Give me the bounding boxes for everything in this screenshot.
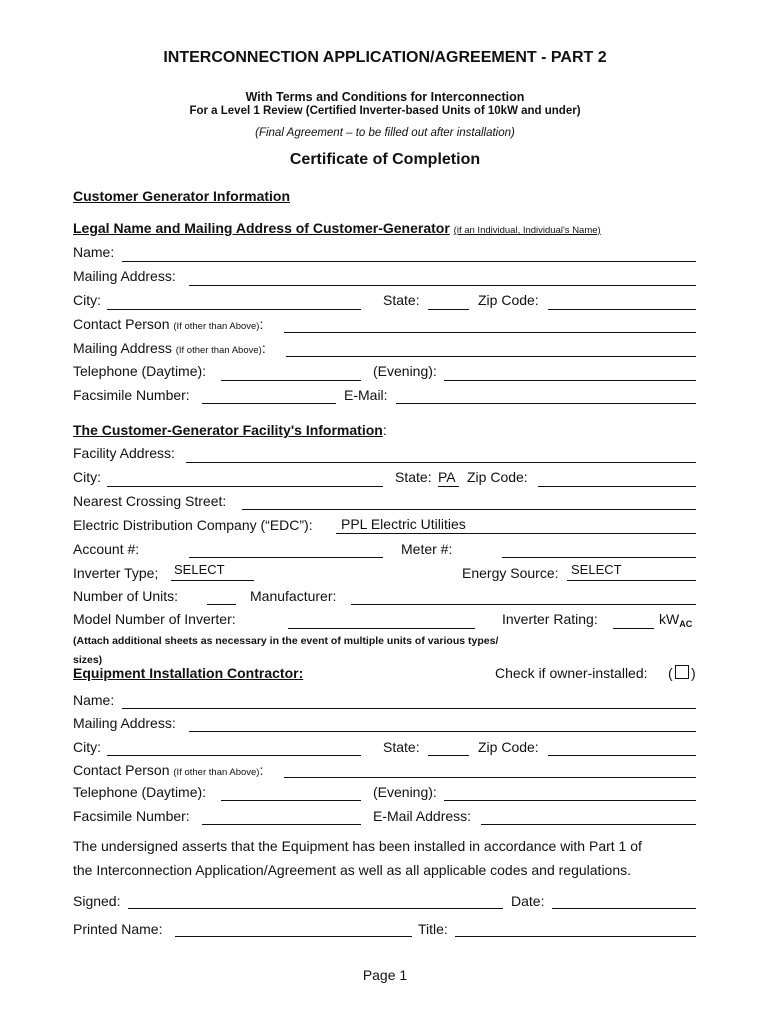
inverter-type-label: Inverter Type; xyxy=(73,565,159,581)
customer-city-field[interactable] xyxy=(107,309,361,310)
title-label: Title: xyxy=(418,921,448,937)
contractor-fax-field[interactable] xyxy=(202,824,361,825)
contractor-contact-colon: : xyxy=(259,762,264,778)
energy-source-select[interactable]: SELECT xyxy=(571,562,622,577)
contractor-contact-text: Contact Person xyxy=(73,762,170,778)
assertion-line1: The undersigned asserts that the Equipment has been installed in accordance with Part 1 of xyxy=(73,838,642,854)
contractor-evening-label: (Evening): xyxy=(373,784,437,800)
assertion-line2: the Interconnection Application/Agreement as well as all applicable codes and regulations. xyxy=(73,862,632,878)
facility-city-field[interactable] xyxy=(107,486,383,487)
rating-unit-ac: AC xyxy=(679,619,693,629)
contractor-city-field[interactable] xyxy=(107,755,361,756)
facility-heading-text: The Customer-Generator Facility's Information xyxy=(73,422,383,438)
contact-colon: : xyxy=(259,316,264,332)
owner-paren-close: ) xyxy=(691,665,696,681)
facility-heading xyxy=(73,422,387,438)
model-field[interactable] xyxy=(288,628,475,629)
signed-field[interactable] xyxy=(128,908,503,909)
edc-field xyxy=(336,533,696,534)
facility-city-label: City: xyxy=(73,469,101,485)
contractor-state-field[interactable] xyxy=(428,755,469,756)
review-level: For a Level 1 Review (Certified Inverter-based Units of 10kW and under) xyxy=(189,105,581,117)
energy-source-label: Energy Source: xyxy=(462,565,559,581)
contractor-contact-field[interactable] xyxy=(284,777,696,778)
legal-heading-text: Legal Name and Mailing Address of Customer-Generator xyxy=(73,220,450,236)
printed-name-label: Printed Name: xyxy=(73,921,163,937)
contractor-name-label: Name: xyxy=(73,692,115,708)
contractor-mailing-label: Mailing Address: xyxy=(73,715,176,731)
model-label: Model Number of Inverter: xyxy=(73,611,236,627)
manufacturer-field[interactable] xyxy=(351,604,696,605)
crossing-street-field[interactable] xyxy=(242,509,696,510)
contact-note: (If other than Above) xyxy=(173,321,260,332)
title-field[interactable] xyxy=(455,936,696,937)
contractor-contact-note: (If other than Above) xyxy=(173,767,260,778)
contractor-contact-label xyxy=(73,762,263,781)
customer-contact-field[interactable] xyxy=(284,332,696,333)
contractor-telephone-field[interactable] xyxy=(221,800,361,801)
customer-evening-label: (Evening): xyxy=(373,363,437,379)
contractor-city-label: City: xyxy=(73,739,101,755)
owner-paren-open: ( xyxy=(668,665,673,681)
contractor-email-label: E-Mail Address: xyxy=(373,808,472,824)
document-title: INTERCONNECTION APPLICATION/AGREEMENT - PART 2 xyxy=(163,49,607,66)
facility-address-field[interactable] xyxy=(186,462,696,463)
facility-state-underline xyxy=(438,486,459,487)
meter-label: Meter #: xyxy=(401,541,453,557)
facility-heading-colon: : xyxy=(382,422,387,438)
mailing2-colon: : xyxy=(261,340,266,356)
signed-label: Signed: xyxy=(73,893,121,909)
contractor-name-field[interactable] xyxy=(122,708,696,709)
customer-fax-field[interactable] xyxy=(202,403,336,404)
legal-name-heading xyxy=(73,220,601,239)
owner-installed-checkbox[interactable] xyxy=(675,665,689,679)
attach-note-line1: (Attach additional sheets as necessary in the event of multiple units of various types/ xyxy=(73,635,499,647)
customer-email-field[interactable] xyxy=(396,403,696,404)
customer-telephone-label: Telephone (Daytime): xyxy=(73,363,207,379)
manufacturer-label: Manufacturer: xyxy=(250,588,337,604)
contractor-zip-label: Zip Code: xyxy=(478,739,539,755)
date-field[interactable] xyxy=(552,908,696,909)
inverter-rating-label: Inverter Rating: xyxy=(502,611,598,627)
inverter-type-select[interactable]: SELECT xyxy=(174,562,225,577)
inverter-type-underline xyxy=(171,580,254,581)
units-label: Number of Units: xyxy=(73,588,179,604)
rating-unit-kw: kW xyxy=(659,611,680,627)
attach-note-line2: sizes) xyxy=(73,654,103,666)
customer-state-label: State: xyxy=(383,292,420,308)
customer-fax-label: Facsimile Number: xyxy=(73,387,190,403)
customer-zip-label: Zip Code: xyxy=(478,292,539,308)
customer-mailing-field[interactable] xyxy=(189,285,696,286)
meter-field[interactable] xyxy=(502,557,696,558)
facility-state-value[interactable]: PA xyxy=(438,469,456,485)
document-subtitle: With Terms and Conditions for Interconnection xyxy=(245,90,525,104)
customer-telephone-field[interactable] xyxy=(221,380,361,381)
legal-note: (if an Individual, Individual's Name) xyxy=(453,225,601,236)
owner-installed-label: Check if owner-installed: xyxy=(495,665,648,681)
page-number: Page 1 xyxy=(362,967,408,983)
date-label: Date: xyxy=(511,893,545,909)
contractor-email-field[interactable] xyxy=(481,824,696,825)
customer-mailing2-field[interactable] xyxy=(286,356,696,357)
account-field[interactable] xyxy=(189,557,383,558)
rating-unit xyxy=(659,611,692,629)
customer-name-label: Name: xyxy=(73,244,115,260)
contractor-state-label: State: xyxy=(383,739,420,755)
certificate-heading: Certificate of Completion xyxy=(289,151,481,168)
customer-city-label: City: xyxy=(73,292,101,308)
edc-value[interactable]: PPL Electric Utilities xyxy=(341,516,466,532)
customer-state-field[interactable] xyxy=(428,309,469,310)
contact-text: Contact Person xyxy=(73,316,170,332)
contractor-evening-field[interactable] xyxy=(444,800,696,801)
customer-email-label: E-Mail: xyxy=(344,387,388,403)
crossing-street-label: Nearest Crossing Street: xyxy=(73,493,227,509)
edc-label: Electric Distribution Company (“EDC”): xyxy=(73,517,313,533)
mailing2-note: (If other than Above) xyxy=(175,345,262,356)
units-field[interactable] xyxy=(207,604,236,605)
inverter-rating-field[interactable] xyxy=(613,628,654,629)
contractor-heading: Equipment Installation Contractor: xyxy=(73,665,304,681)
facility-zip-label: Zip Code: xyxy=(467,469,528,485)
printed-name-field[interactable] xyxy=(175,936,412,937)
facility-state-label: State: xyxy=(395,469,432,485)
customer-mailing2-label xyxy=(73,340,266,359)
contractor-telephone-label: Telephone (Daytime): xyxy=(73,784,207,800)
customer-name-field[interactable] xyxy=(122,261,696,262)
customer-evening-field[interactable] xyxy=(444,380,696,381)
customer-section-heading: Customer Generator Information xyxy=(73,188,291,204)
final-agreement-note: (Final Agreement – to be filled out after installation) xyxy=(255,127,515,139)
mailing2-text: Mailing Address xyxy=(73,340,172,356)
customer-zip-field[interactable] xyxy=(548,309,696,310)
contractor-mailing-field[interactable] xyxy=(189,731,696,732)
account-label: Account #: xyxy=(73,541,140,557)
customer-contact-label xyxy=(73,316,263,335)
contractor-zip-field[interactable] xyxy=(548,755,696,756)
energy-source-underline xyxy=(567,580,696,581)
customer-mailing-label: Mailing Address: xyxy=(73,268,176,284)
facility-zip-field[interactable] xyxy=(538,486,696,487)
contractor-fax-label: Facsimile Number: xyxy=(73,808,190,824)
facility-address-label: Facility Address: xyxy=(73,445,175,461)
